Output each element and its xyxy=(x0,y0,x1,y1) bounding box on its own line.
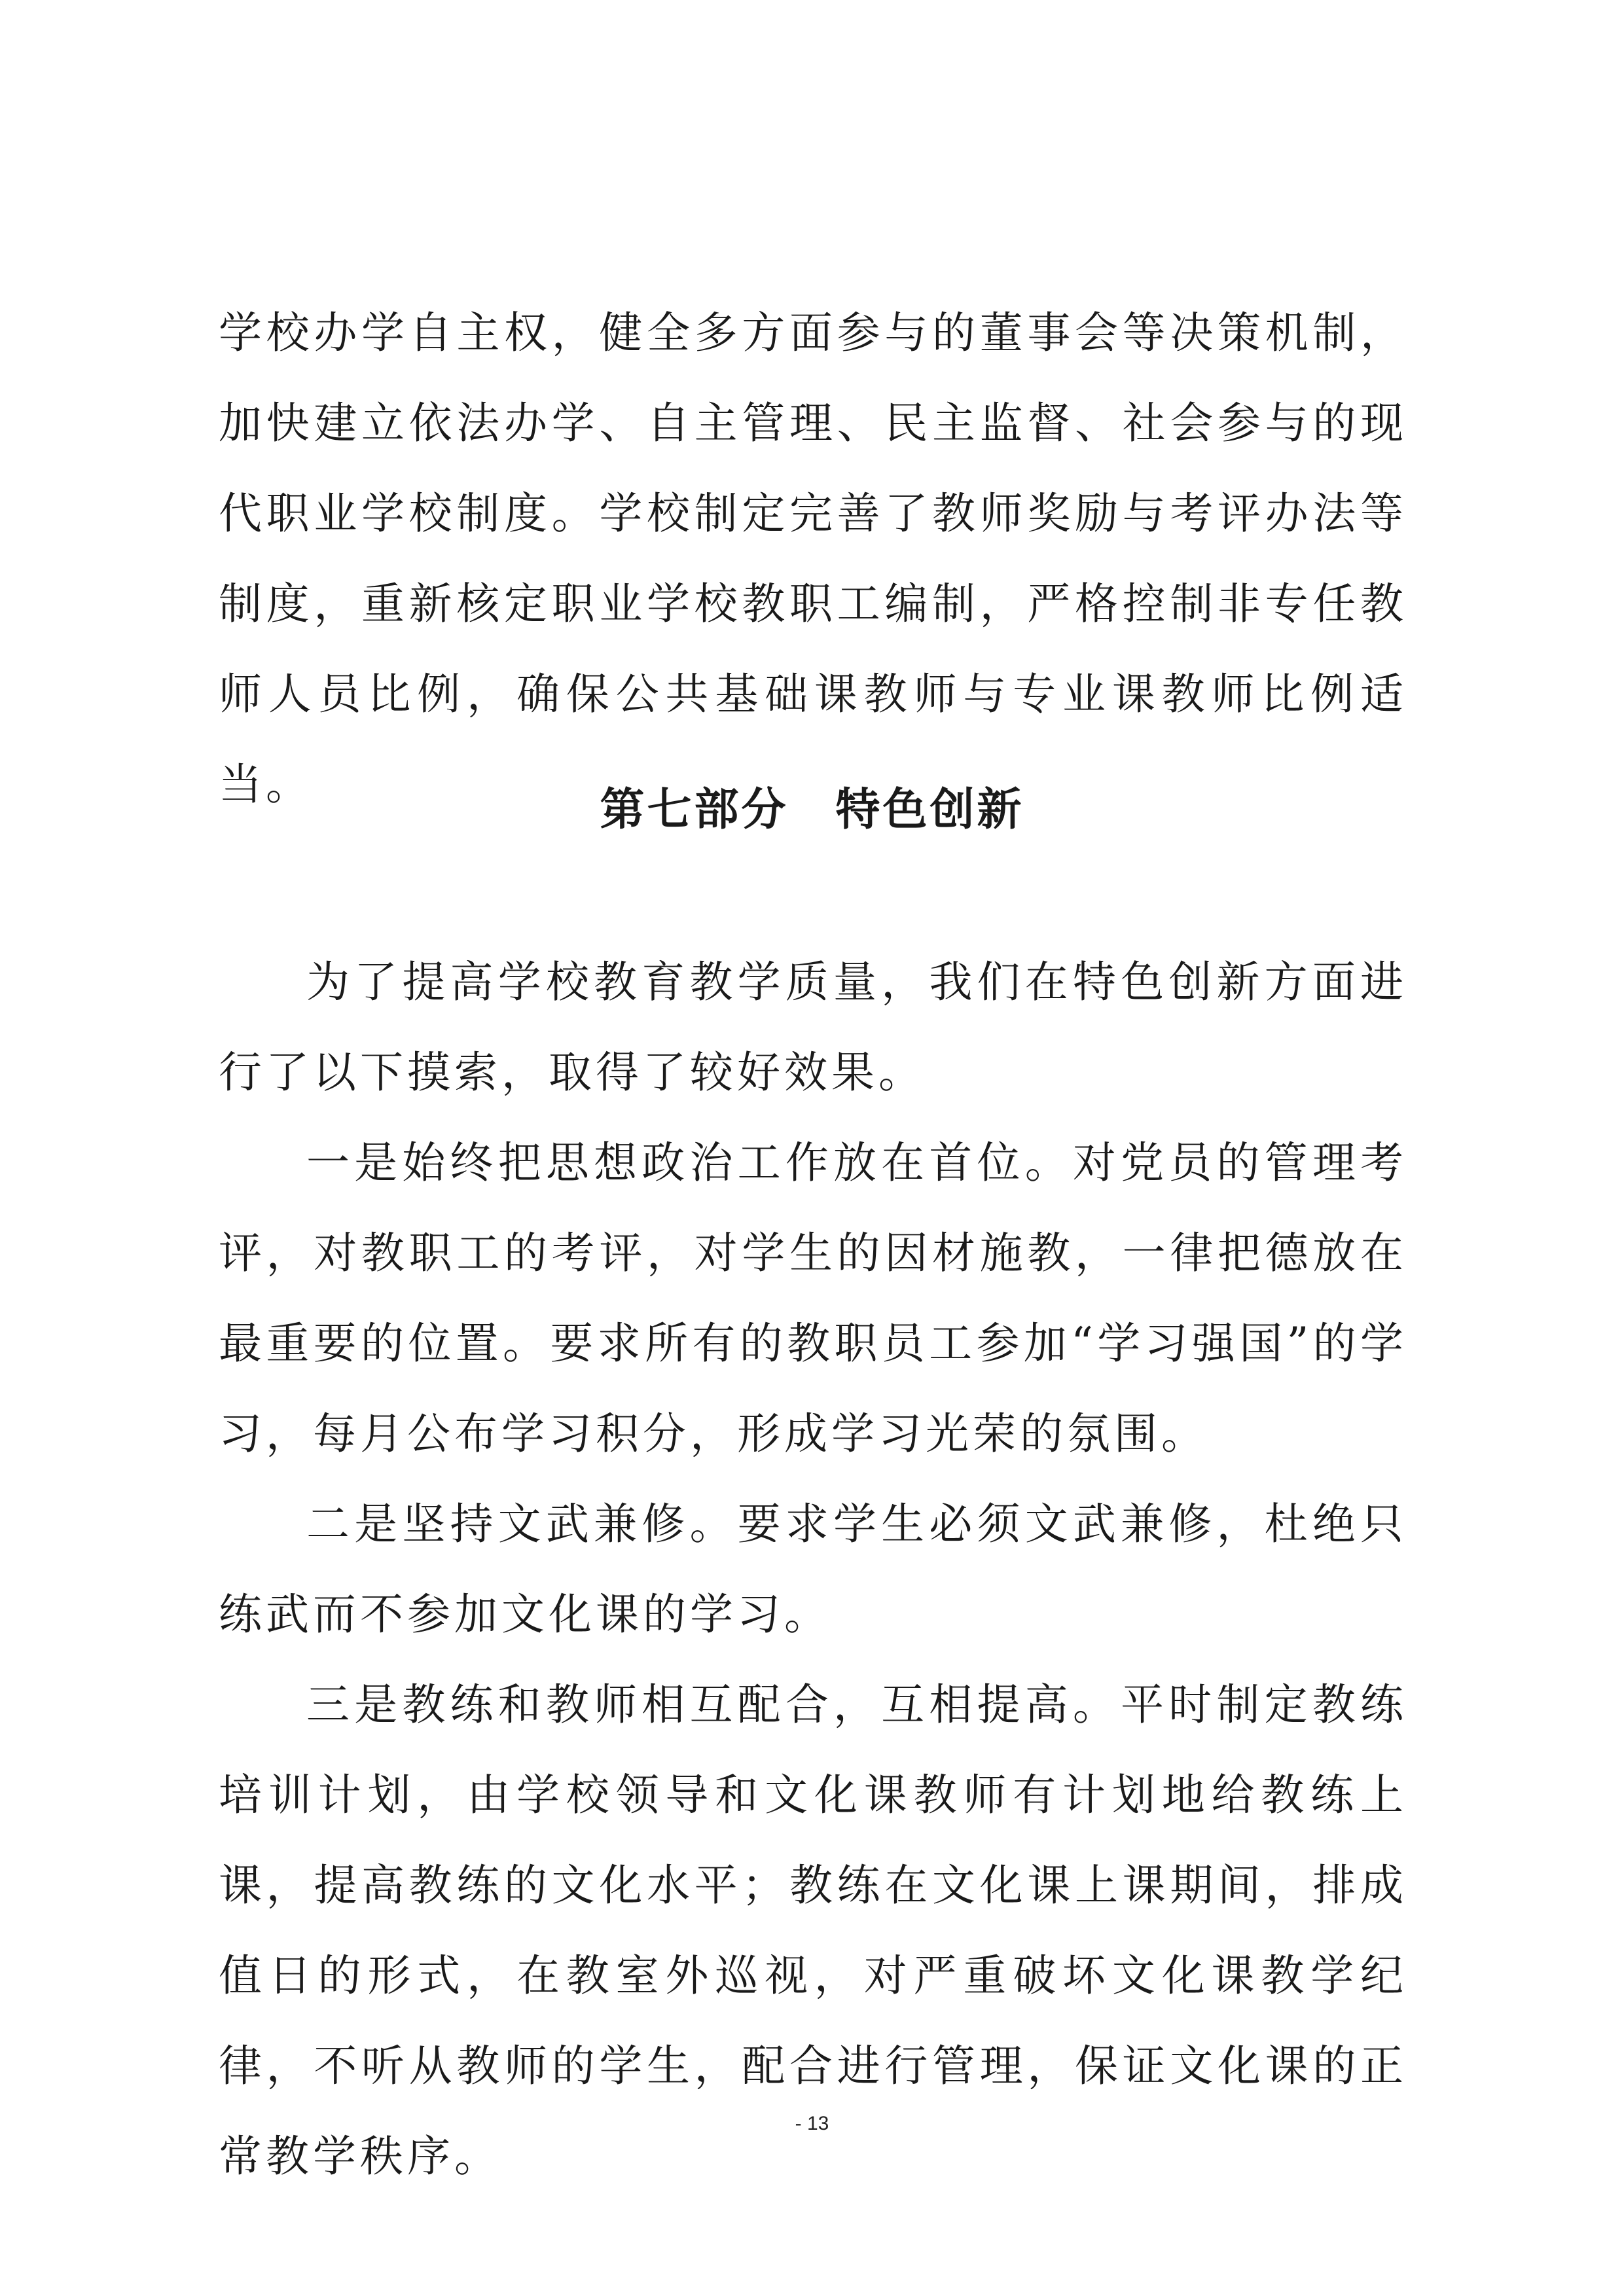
intro-text-block xyxy=(219,288,1407,830)
body-paragraph: 二是坚持文武兼修。要求学生必须文武兼修，杜绝只练武而不参加文化课的学习。 xyxy=(219,1499,1407,1640)
intro-paragraph: 学校办学自主权，健全多方面参与的董事会等决策机制，加快建立依法办学、自主管理、民主监督、社会参与的现代职业学校制度。学校制定完善了教师奖励与考评办法等制度，重新核定职业学校教职工编制，严格控制非专任教师人员比例，确保公共基础课教师与专业课教师比例适当。 xyxy=(219,308,1407,810)
body-paragraph: 一是始终把思想政治工作放在首位。对党员的管理考评，对教职工的考评，对学生的因材施教，一律把德放在最重要的位置。要求所有的教职员工参加“学习强国”的学习，每月公布学习积分，形成学习光荣的氛围。 xyxy=(219,1138,1407,1459)
section-body xyxy=(219,937,1407,2202)
body-paragraph: 为了提高学校教育教学质量，我们在特色创新方面进行了以下摸索，取得了较好效果。 xyxy=(219,957,1407,1098)
page-number: - 13 xyxy=(795,2113,829,2134)
body-paragraph: 三是教练和教师相互配合，互相提高。平时制定教练培训计划，由学校领导和文化课教师有计划地给教练上课，提高教练的文化水平；教练在文化课上课期间，排成值日的形式，在教室外巡视，对严重破坏文化课教学纪律，不听从教师的学生，配合进行管理，保证文化课的正常教学秩序。 xyxy=(219,1679,1407,2181)
section-heading: 第七部分 特色创新 xyxy=(600,784,1024,836)
